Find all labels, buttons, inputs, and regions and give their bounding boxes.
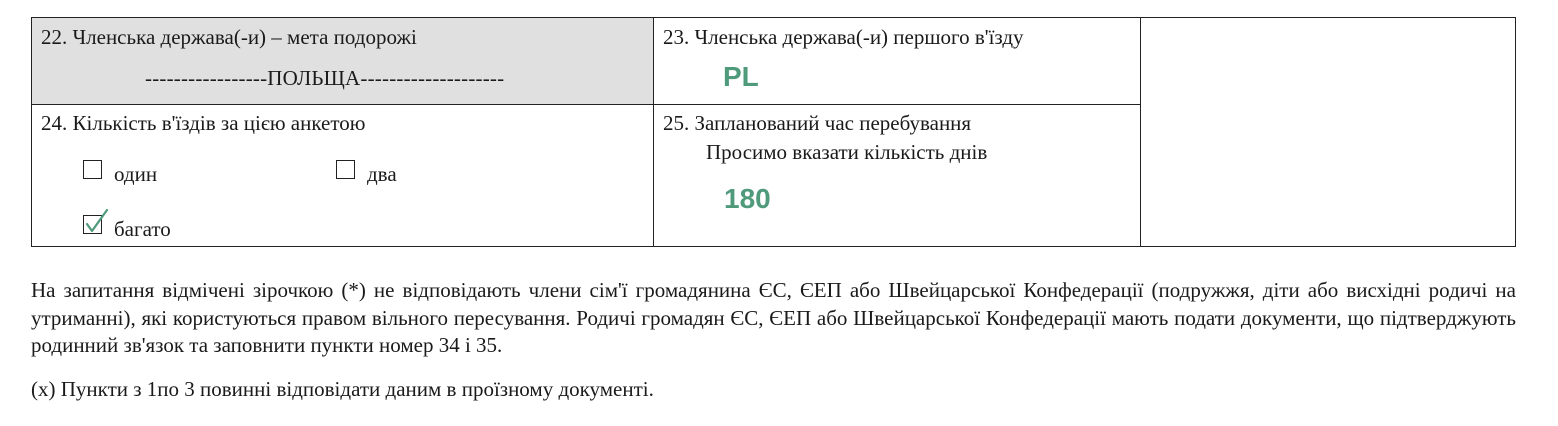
field-23-cell	[654, 18, 1141, 105]
field-22-label: 22. Членська держава(-и) – мета подорожі	[41, 25, 417, 49]
checkmark-icon	[81, 207, 111, 237]
field-25-value[interactable]: 180	[724, 183, 771, 214]
checkbox-one[interactable]	[83, 160, 102, 179]
checkbox-one-label: один	[114, 162, 158, 186]
notes-x: (x) Пункти з 1по 3 повинні відповідати даним в проїзному документі.	[31, 377, 654, 401]
field-25-label: 25. Запланований час перебування	[663, 111, 972, 135]
visa-form-table	[31, 17, 1516, 247]
field-25-cell	[654, 105, 1141, 246]
checkbox-many-label: багато	[114, 217, 171, 241]
field-23-label: 23. Членська держава(-и) першого в'їзду	[663, 25, 1024, 49]
field-22-cell	[32, 18, 654, 105]
checkbox-two[interactable]	[336, 160, 355, 179]
field-25-sublabel: Просимо вказати кількість днів	[706, 140, 988, 164]
field-22-value[interactable]: -----------------ПОЛЬЩА--------------------	[145, 66, 505, 90]
field-23-value[interactable]: PL	[723, 61, 759, 92]
field-24-label: 24. Кількість в'їздів за цією анкетою	[41, 111, 366, 135]
checkbox-many[interactable]	[83, 215, 102, 234]
notes-paragraph: На запитання відмічені зірочкою (*) не відповідають члени сім'ї громадянина ЄС, ЄЕП або Швейцарської Конфедерації (подружжя, діти або висхідні родичі на утриманні), які користуються правом вільного пересування. Родичі громадян ЄС, ЄЕП або Швейцарської Конфедерації мають подати документи, що підтверджують родинний зв'язок та заповнити пункти номер 34 і 35.	[31, 278, 1516, 357]
empty-cell	[1141, 18, 1515, 246]
field-24-cell	[32, 105, 654, 246]
checkbox-two-label: два	[367, 162, 397, 186]
